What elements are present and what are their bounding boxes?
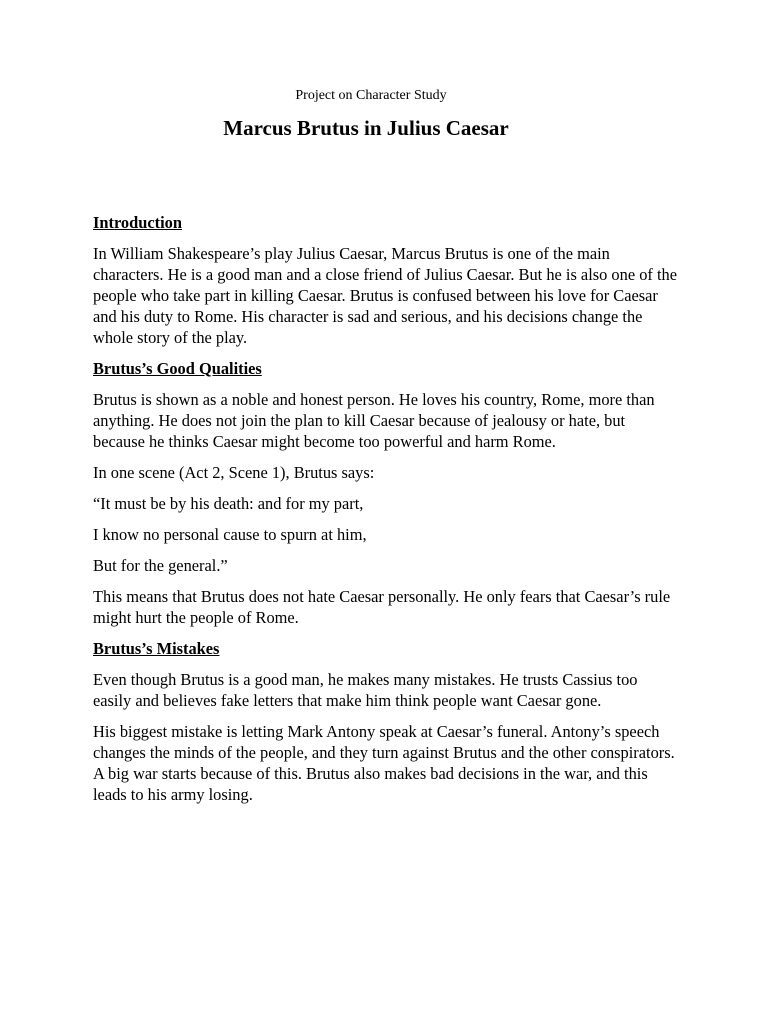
quote-line: “It must be by his death: and for my part, (93, 494, 364, 513)
section-mistakes (93, 638, 678, 805)
document-header: Project on Character Study (295, 88, 447, 103)
document-title: Marcus Brutus in Julius Caesar (223, 116, 509, 140)
section-heading: Introduction (93, 213, 182, 232)
quote-line: I know no personal cause to spurn at him, (93, 525, 367, 544)
section-good-qualities (93, 358, 678, 628)
paragraph: His biggest mistake is letting Mark Antony speak at Caesar’s funeral. Antony’s speech changes the minds of the people, and they turn against Brutus and the other conspirators. A big war starts because of this. Brutus also makes bad decisions in the war, and this leads to his army losing. (93, 722, 675, 804)
document-body (93, 210, 678, 815)
paragraph: This means that Brutus does not hate Caesar personally. He only fears that Caesar’s rule might hurt the people of Rome. (93, 587, 671, 627)
quote-line: But for the general.” (93, 556, 228, 575)
paragraph: In William Shakespeare’s play Julius Caesar, Marcus Brutus is one of the main characters. He is a good man and a close friend of Julius Caesar. But he is also one of the people who take part in killing Caesar. Brutus is confused between his love for Caesar and his duty to Rome. His character is sad and serious, and his decisions change the whole story of the play. (93, 244, 677, 347)
section-introduction (93, 212, 678, 348)
section-heading: Brutus’s Mistakes (93, 639, 220, 658)
paragraph: Brutus is shown as a noble and honest person. He loves his country, Rome, more than anything. He does not join the plan to kill Caesar because of jealousy or hate, but because he thinks Caesar might become too powerful and harm Rome. (93, 390, 655, 451)
section-heading: Brutus’s Good Qualities (93, 359, 262, 378)
paragraph: In one scene (Act 2, Scene 1), Brutus says: (93, 463, 375, 482)
paragraph: Even though Brutus is a good man, he makes many mistakes. He trusts Cassius too easily and believes fake letters that make him think people want Caesar gone. (93, 670, 638, 710)
